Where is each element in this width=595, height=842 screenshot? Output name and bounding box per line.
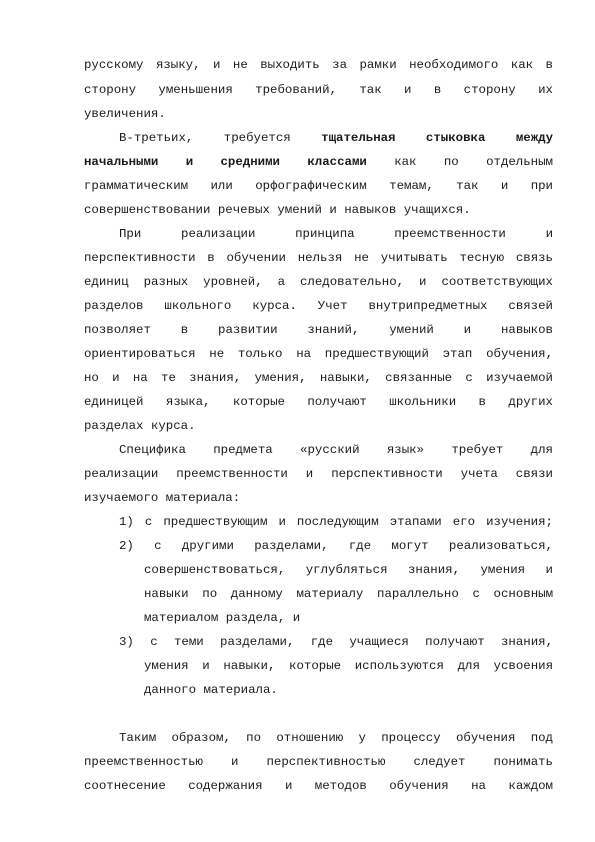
text-fragment: В-третьих, требуется [119, 131, 291, 145]
text-line: позволяет в развитии знаний, умений и навыков [84, 323, 553, 337]
text-line: сторону уменьшения требований, так и в сторону их [84, 83, 553, 97]
text-line: разделах курса. [84, 419, 196, 433]
text-line: При реализации принципа преемственности и [119, 227, 553, 241]
text-line: русскому языку, и не выходить за рамки необходимого как в [84, 58, 553, 72]
list-item: 2) с другими разделами, где могут реализоваться, [119, 539, 553, 553]
list-item: 1) с предшествующим и последующим этапами его изучения; [119, 515, 553, 529]
bold-emphasis: начальными и средними классами [84, 155, 367, 169]
list-item-continuation: материалом раздела, и [144, 611, 301, 625]
list-item-continuation: совершенствоваться, углубляться знания, умения и [144, 563, 553, 577]
list-item: 3) с теми разделами, где учащиеся получают знания, [119, 635, 553, 649]
text-line: Таким образом, по отношению у процессу обучения под [119, 731, 553, 745]
text-fragment: как по отдельным [394, 155, 553, 169]
text-line-emphasis [119, 130, 553, 146]
text-line: совершенствовании речевых умений и навыков учащихся. [84, 203, 471, 217]
text-line: увеличения. [84, 107, 166, 121]
text-line: реализации преемственности и перспективности учета связи [84, 467, 553, 481]
text-line: разделов школьного курса. Учет внутрипредметных связей [84, 299, 553, 313]
text-line: изучаемого материала: [84, 491, 241, 505]
text-line: Специфика предмета «русский язык» требует для [119, 443, 553, 457]
text-line: грамматическим или орфографическим темам, так и при [84, 179, 553, 193]
text-line: перспективности в обучении нельзя не учитывать тесную связь [84, 251, 553, 265]
text-line: единицей языка, которые получают школьники в других [84, 395, 553, 409]
list-item-continuation: умения и навыки, которые используются для усвоения [144, 659, 553, 673]
bold-emphasis: тщательная стыковка между [321, 131, 554, 145]
list-item-continuation: навыки по данному материалу параллельно с основным [144, 587, 553, 601]
text-line: соотнесение содержания и методов обучения на каждом [84, 779, 553, 793]
text-line: ориентироваться не только на предшествующий этап обучения, [84, 347, 553, 361]
text-line-emphasis [84, 154, 553, 170]
text-line: но и на те знания, умения, навыки, связанные с изучаемой [84, 371, 553, 385]
text-line: единиц разных уровней, а следовательно, и соответствующих [84, 275, 553, 289]
text-line: преемственностью и перспективностью следует понимать [84, 755, 553, 769]
list-item-continuation: данного материала. [144, 683, 278, 697]
